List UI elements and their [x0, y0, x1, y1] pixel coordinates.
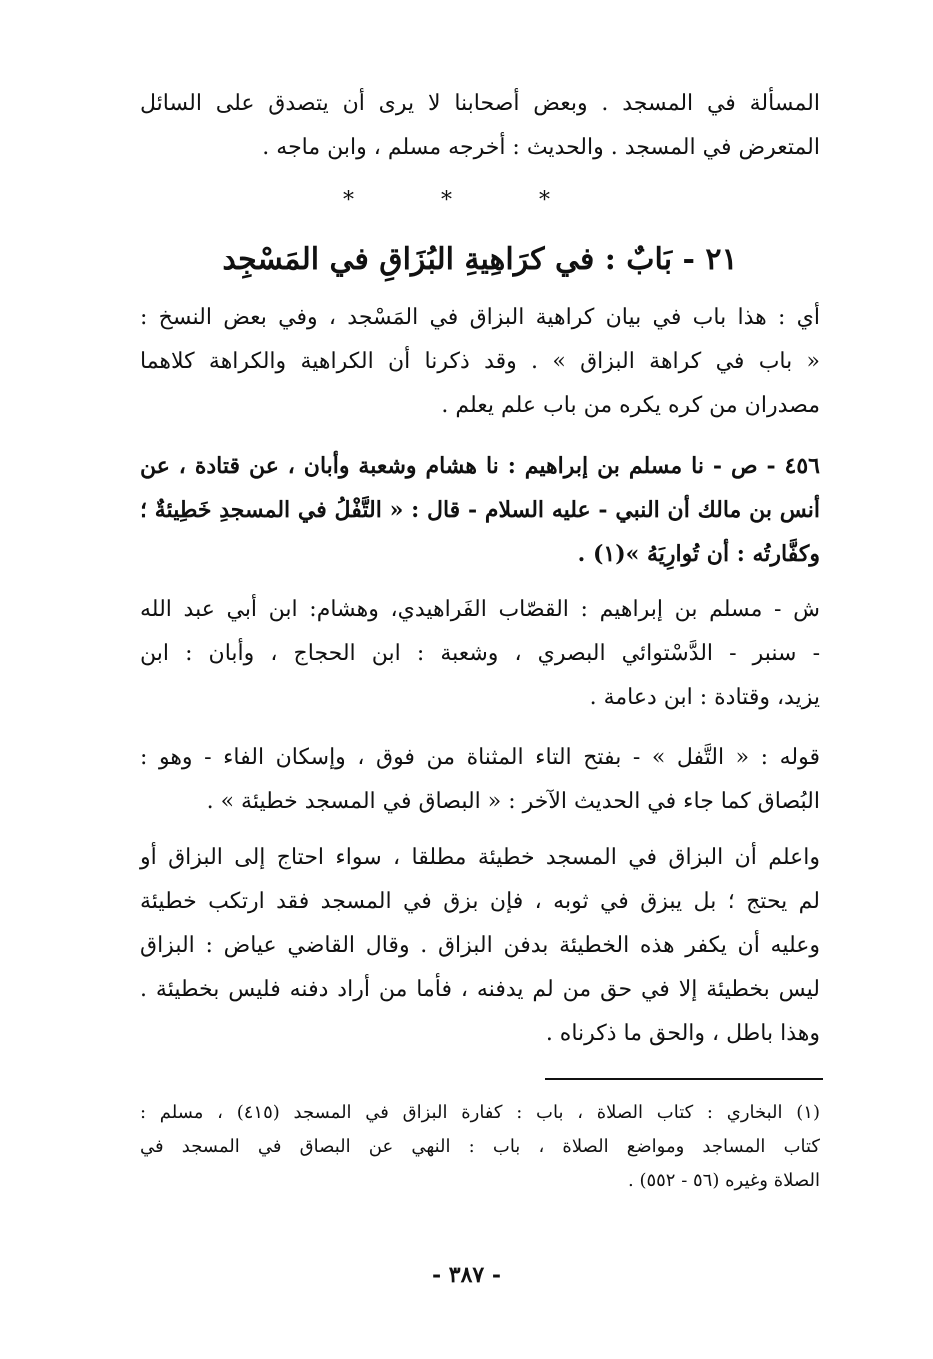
text-line: قوله : « التَّفل » - بفتح التاء المثناة من فوق ، وإسكان الفاء - وهو :	[140, 745, 820, 770]
footnote-divider	[545, 1078, 823, 1080]
word-explanation	[140, 736, 820, 824]
footnote-line: كتاب المساجد ومواضع الصلاة ، باب : النهي عن البصاق في المسجد في	[140, 1136, 820, 1157]
narrators-commentary	[140, 588, 820, 720]
ruling-paragraph	[140, 836, 820, 1056]
text-line: واعلم أن البزاق في المسجد خطيئة مطلقا ، سواء احتاج إلى البزاق أو	[140, 845, 820, 870]
text-line: ٤٥٦ - ص - نا مسلم بن إبراهيم : نا هشام وشعبة وأبان ، عن قتادة ، عن	[140, 453, 820, 479]
text-line: المسألة في المسجد . وبعض أصحابنا لا يرى أن يتصدق على السائل	[140, 91, 820, 116]
text-line: أنس بن مالك أن النبي - عليه السلام - قال : « التَّفْلُ في المسجدِ خَطِيئةٌ ؛	[140, 497, 820, 523]
chapter-explanation	[140, 296, 820, 428]
text-line: وعليه أن يكفر هذه الخطيئة بدفن البزاق . وقال القاضي عياض : البزاق	[140, 933, 820, 958]
text-line: وكفَّارتُه : أن تُوارِيَهُ »(١) .	[577, 541, 820, 567]
text-line: - سنبر - الدَّسْتوائي البصري ، وشعبة : ابن الحجاج ، وأبان : ابن	[140, 641, 820, 666]
text-line: وهذا باطل ، والحق ما ذكرناه .	[545, 1021, 820, 1046]
page-number: - ٣٨٧ -	[431, 1262, 502, 1288]
footnote	[140, 1096, 820, 1198]
text-line: يزيد، وقتادة : ابن دعامة .	[589, 685, 820, 710]
text-line: مصدران من كره يكره من باب علم يعلم .	[441, 393, 820, 418]
intro-paragraph	[140, 82, 820, 170]
section-separator: * * *	[343, 188, 590, 213]
text-line: لم يحتج ؛ بل يبزق في ثوبه ، فإن بزق في المسجد فقد ارتكب خطيئة	[140, 889, 820, 914]
text-line: أي : هذا باب في بيان كراهية البزاق في المَسْجد ، وفي بعض النسخ :	[140, 305, 820, 330]
footnote-line: (١) البخاري : كتاب الصلاة ، باب : كفارة البزاق في المسجد (٤١٥) ، مسلم :	[140, 1102, 820, 1123]
hadith-text	[140, 444, 820, 576]
text-line: « باب في كراهة البزاق » . وقد ذكرنا أن الكراهية والكراهة كلاهما	[140, 349, 820, 374]
footnote-line: الصلاة وغيره (٥٦ - ٥٥٢) .	[628, 1170, 820, 1191]
text-line: ش - مسلم بن إبراهيم : القصّاب الفَراهيدي، وهشام: ابن أبي عبد الله	[140, 597, 820, 622]
text-line: المتعرض في المسجد . والحديث : أخرجه مسلم ، وابن ماجه .	[262, 135, 820, 160]
text-line: البُصاق كما جاء في الحديث الآخر : « البصاق في المسجد خطيئة » .	[206, 789, 820, 814]
chapter-title: ٢١ - بَابٌ : في كرَاهِيةِ البُزَاقِ في المَسْجِد	[222, 242, 738, 277]
text-line: ليس بخطيئة إلا في حق من لم يدفنه ، فأما من أراد دفنه فليس بخطيئة .	[140, 977, 820, 1002]
